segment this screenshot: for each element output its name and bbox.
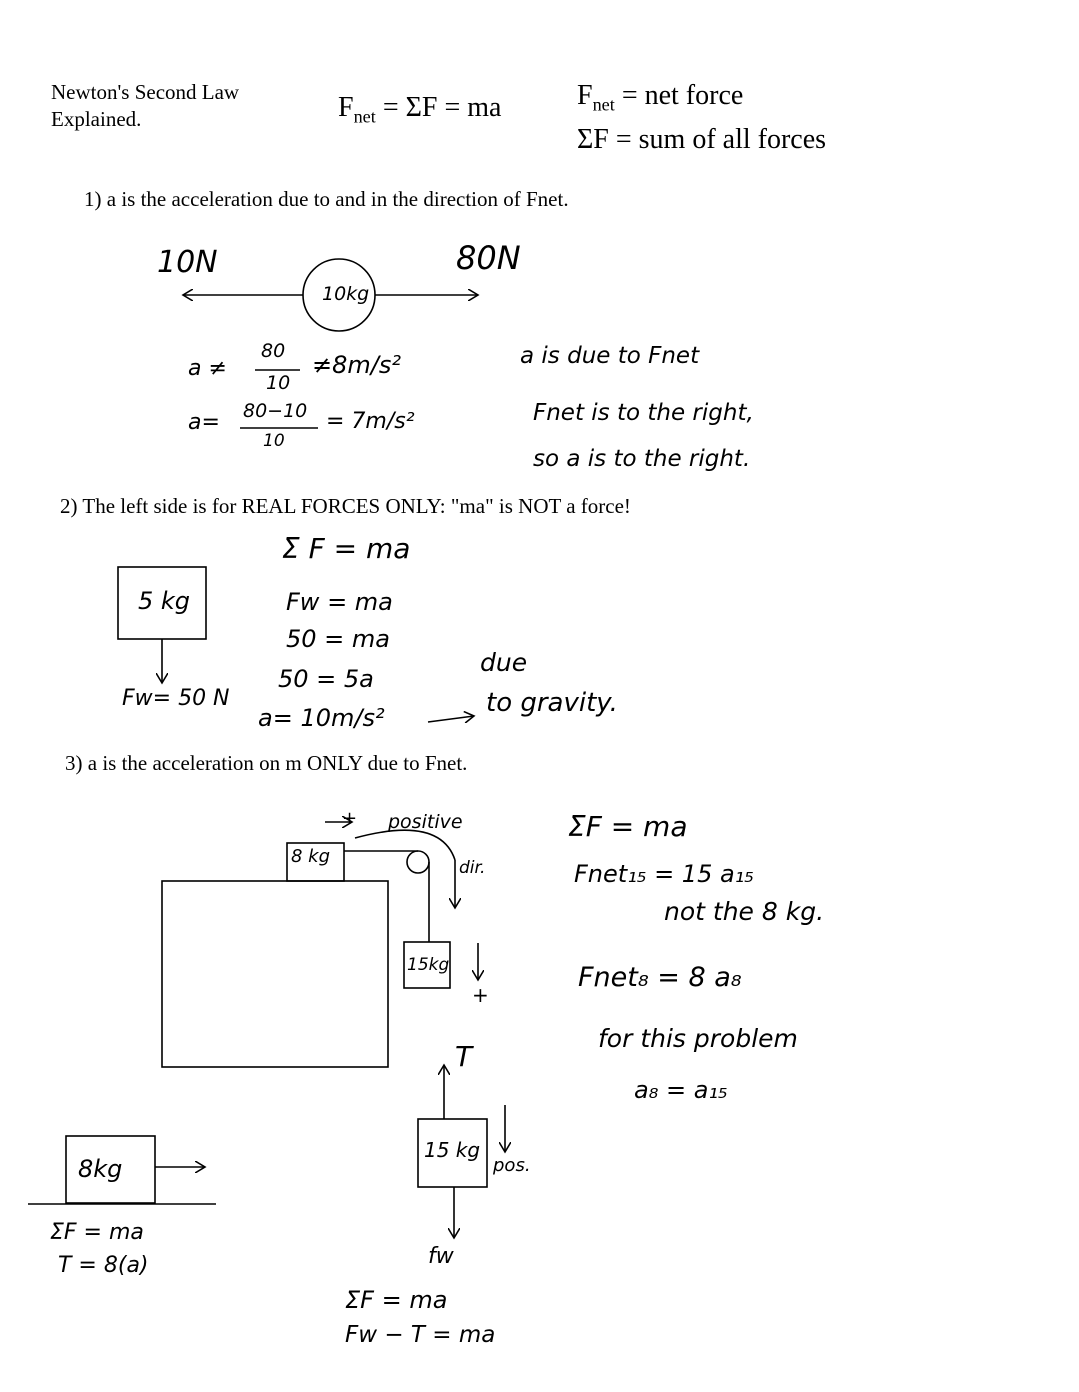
direction-arc bbox=[355, 830, 455, 860]
fbd-block-15kg-label: 15 kg bbox=[424, 1138, 481, 1162]
right-eq-numerator: 80−10 bbox=[243, 400, 308, 422]
due-label: due bbox=[480, 648, 528, 677]
definitions bbox=[577, 78, 826, 158]
pos-label: pos. bbox=[493, 1155, 531, 1176]
gravity-arrow bbox=[428, 716, 474, 722]
title-line-2: Explained. bbox=[51, 107, 142, 131]
plus-label: + bbox=[342, 808, 358, 829]
fw-label: fw bbox=[428, 1244, 454, 1269]
wrong-eq-numerator: 80 bbox=[261, 340, 286, 362]
for-this-problem: for this problem bbox=[598, 1024, 798, 1053]
hang-sum-f: ΣF = ma bbox=[345, 1286, 448, 1314]
fifty-equals-5a: 50 = 5a bbox=[278, 665, 374, 693]
acceleration-result: a= 10m/s² bbox=[258, 704, 385, 732]
hanging-block-label: 15kg bbox=[407, 955, 450, 975]
right-eq-result: = 7m/s² bbox=[326, 409, 415, 434]
wrong-eq-prefix: a ≠ bbox=[188, 356, 227, 381]
right-force-label: 80N bbox=[456, 239, 521, 277]
table-block bbox=[162, 881, 388, 1067]
fnet-15-equation: Fnet₁₅ = 15 a₁₅ bbox=[574, 860, 754, 888]
note-fnet-right: Fnet is to the right, bbox=[533, 400, 754, 426]
title-line-1: Newton's Second Law bbox=[51, 80, 240, 104]
right-eq-denominator: 10 bbox=[263, 431, 285, 451]
section1-heading: 1) a is the acceleration due to and in the direction of Fnet. bbox=[84, 187, 569, 211]
definition-sigma-f: ΣF = sum of all forces bbox=[577, 124, 827, 156]
pulley bbox=[407, 851, 429, 873]
fnet-8-equation: Fnet₈ = 8 a₈ bbox=[578, 962, 742, 993]
hang-net-force-eq: Fw − T = ma bbox=[345, 1322, 496, 1348]
definition-fnet: $F_{net}$ = net force bbox=[577, 80, 744, 115]
note-a-due-to-fnet: a is due to Fnet bbox=[520, 343, 700, 369]
wrong-eq-denominator: 10 bbox=[266, 372, 291, 394]
page-title bbox=[51, 79, 239, 133]
right-eq-prefix: a= bbox=[188, 410, 220, 435]
fbd-8kg-sum-f: ΣF = ma bbox=[50, 1220, 144, 1245]
main-equation: $F_{net} = \Sigma F$ = ma bbox=[338, 92, 502, 127]
fbd-8kg-tension-eq: T = 8(a) bbox=[58, 1253, 149, 1278]
dir-label: dir. bbox=[459, 858, 486, 878]
plus-down-label: + bbox=[472, 983, 489, 1007]
block-5kg-label: 5 kg bbox=[138, 587, 191, 615]
small-block-label: 8 kg bbox=[291, 846, 331, 867]
fbd-block-8kg-label: 8kg bbox=[78, 1155, 123, 1183]
weight-force-label: Fw= 50 N bbox=[122, 686, 230, 711]
fifty-equals-ma: 50 = ma bbox=[286, 625, 390, 653]
left-force-label: 10N bbox=[157, 245, 218, 280]
not-the-8kg: not the 8 kg. bbox=[664, 897, 825, 926]
tension-label: T bbox=[455, 1040, 473, 1073]
section3-heading: 3) a is the acceleration on m ONLY due to Fnet. bbox=[65, 751, 468, 775]
right-sum-f: ΣF = ma bbox=[568, 810, 688, 843]
mass-label: 10kg bbox=[322, 283, 370, 305]
note-a-right: so a is to the right. bbox=[533, 446, 751, 472]
weight-equation: Fw = ma bbox=[286, 588, 393, 616]
section2-heading: 2) The left side is for REAL FORCES ONLY: "ma" is NOT a force! bbox=[60, 494, 631, 518]
sum-f-equation: Σ F = ma bbox=[282, 532, 411, 565]
positive-label: positive bbox=[388, 811, 463, 833]
wrong-eq-result: ≠8m/s² bbox=[312, 351, 401, 379]
to-gravity-label: to gravity. bbox=[486, 688, 618, 718]
a8-equals-a15: a₈ = a₁₅ bbox=[634, 1076, 728, 1104]
